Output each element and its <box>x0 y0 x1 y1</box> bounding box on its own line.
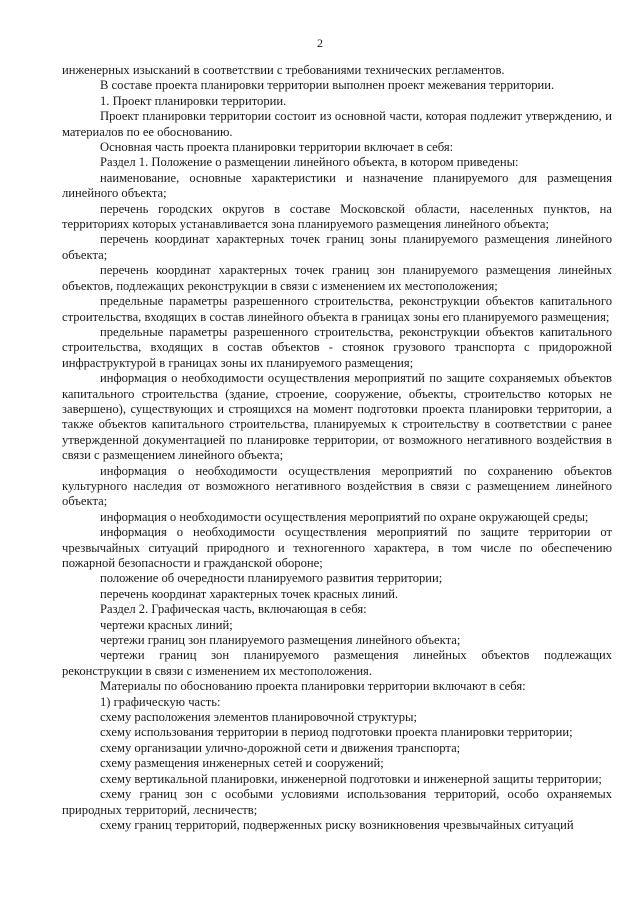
paragraph: схему границ территорий, подверженных риску возникновения чрезвычайных ситуаций <box>100 817 574 832</box>
paragraph: информация о необходимости осуществления мероприятий по защите территории от чрезвычайных ситуаций природного и техногенного характера, в том числе по обеспечению пожарной безопасности и гражданской обороне; <box>62 525 612 570</box>
paragraph: чертежи красных линий; <box>100 617 233 632</box>
paragraph: предельные параметры разрешенного строительства, реконструкции объектов капитального строительства, входящих в состав линейного объекта в границах зоны его планируемого размещения; <box>62 294 612 324</box>
page-number: 2 <box>317 36 323 50</box>
paragraph: чертежи границ зон планируемого размещения линейного объекта; <box>100 633 461 648</box>
paragraph: положение об очередности планируемого развития территории; <box>100 571 443 586</box>
paragraph: Проект планировки территории состоит из основной части, которая подлежит утверждению, и материалов по ее обоснованию. <box>62 109 612 139</box>
paragraph: схему границ зон с особыми условиями использования территорий, особо охраняемых природных территорий, лесничеств; <box>62 787 612 817</box>
paragraph: информация о необходимости осуществления мероприятий по охране окружающей среды; <box>100 509 589 524</box>
paragraph: схему размещения инженерных сетей и сооружений; <box>100 756 384 771</box>
paragraph: схему организации улично-дорожной сети и движения транспорта; <box>100 740 461 755</box>
paragraph: В составе проекта планировки территории выполнен проект межевания территории. <box>100 78 555 93</box>
document-body <box>62 63 612 833</box>
paragraph: 1) графическую часть: <box>100 694 221 709</box>
paragraph: перечень координат характерных точек красных линий. <box>100 586 399 601</box>
paragraph: перечень координат характерных точек границ зон планируемого размещения линейных объектов, подлежащих реконструкции в связи с изменением их местоположения; <box>62 263 612 293</box>
paragraph: чертежи границ зон планируемого размещения линейных объектов подлежащих реконструкции в связи с изменением их местоположения. <box>62 648 612 678</box>
paragraph: Раздел 2. Графическая часть, включающая в себя: <box>100 602 367 617</box>
paragraph: предельные параметры разрешенного строительства, реконструкции объектов капитального строительства, входящих в состав объектов - стоянок грузового транспорта с придорожной инфраструктурой в границах зоны их планируемого размещения; <box>62 324 612 370</box>
paragraph: схему вертикальной планировки, инженерной подготовки и инженерной защиты территории; <box>100 771 602 786</box>
paragraph: перечень городских округов в составе Московской области, населенных пунктов, на территориях которых устанавливается зона планируемого размещения линейного объекта; <box>62 201 612 232</box>
paragraph: схему использования территории в период подготовки проекта планировки территории; <box>100 725 573 740</box>
paragraph: схему расположения элементов планировочной структуры; <box>100 710 417 725</box>
paragraph: информация о необходимости осуществления мероприятий по защите сохраняемых объектов капитального строительства (здание, строение, сооружение, объекты, строительство которых не завершено), существующих и строящихся на момент подготовки проекта планировки территории, а также объектов капитального строительства, планируемых к строительству в соответствии с ранее утвержденной документацией по планировке территории, от возможного негативного воздействия в связи с размещением линейного объекта; <box>62 371 612 463</box>
paragraph: инженерных изысканий в соответствии с требованиями технических регламентов. <box>62 63 505 77</box>
paragraph: перечень координат характерных точек границ зоны планируемого размещения линейного объекта; <box>62 232 612 262</box>
paragraph: информация о необходимости осуществления мероприятий по сохранению объектов культурного наследия от возможного негативного воздействия в связи с размещением линейного объекта; <box>62 463 612 509</box>
paragraph: наименование, основные характеристики и назначение планируемого для размещения линейного объекта; <box>62 170 612 201</box>
paragraph: Основная часть проекта планировки территории включает в себя: <box>100 140 454 155</box>
paragraph: Раздел 1. Положение о размещении линейного объекта, в котором приведены: <box>100 155 519 170</box>
paragraph: Материалы по обоснованию проекта планировки территории включают в себя: <box>100 679 526 694</box>
paragraph: 1. Проект планировки территории. <box>100 93 287 108</box>
